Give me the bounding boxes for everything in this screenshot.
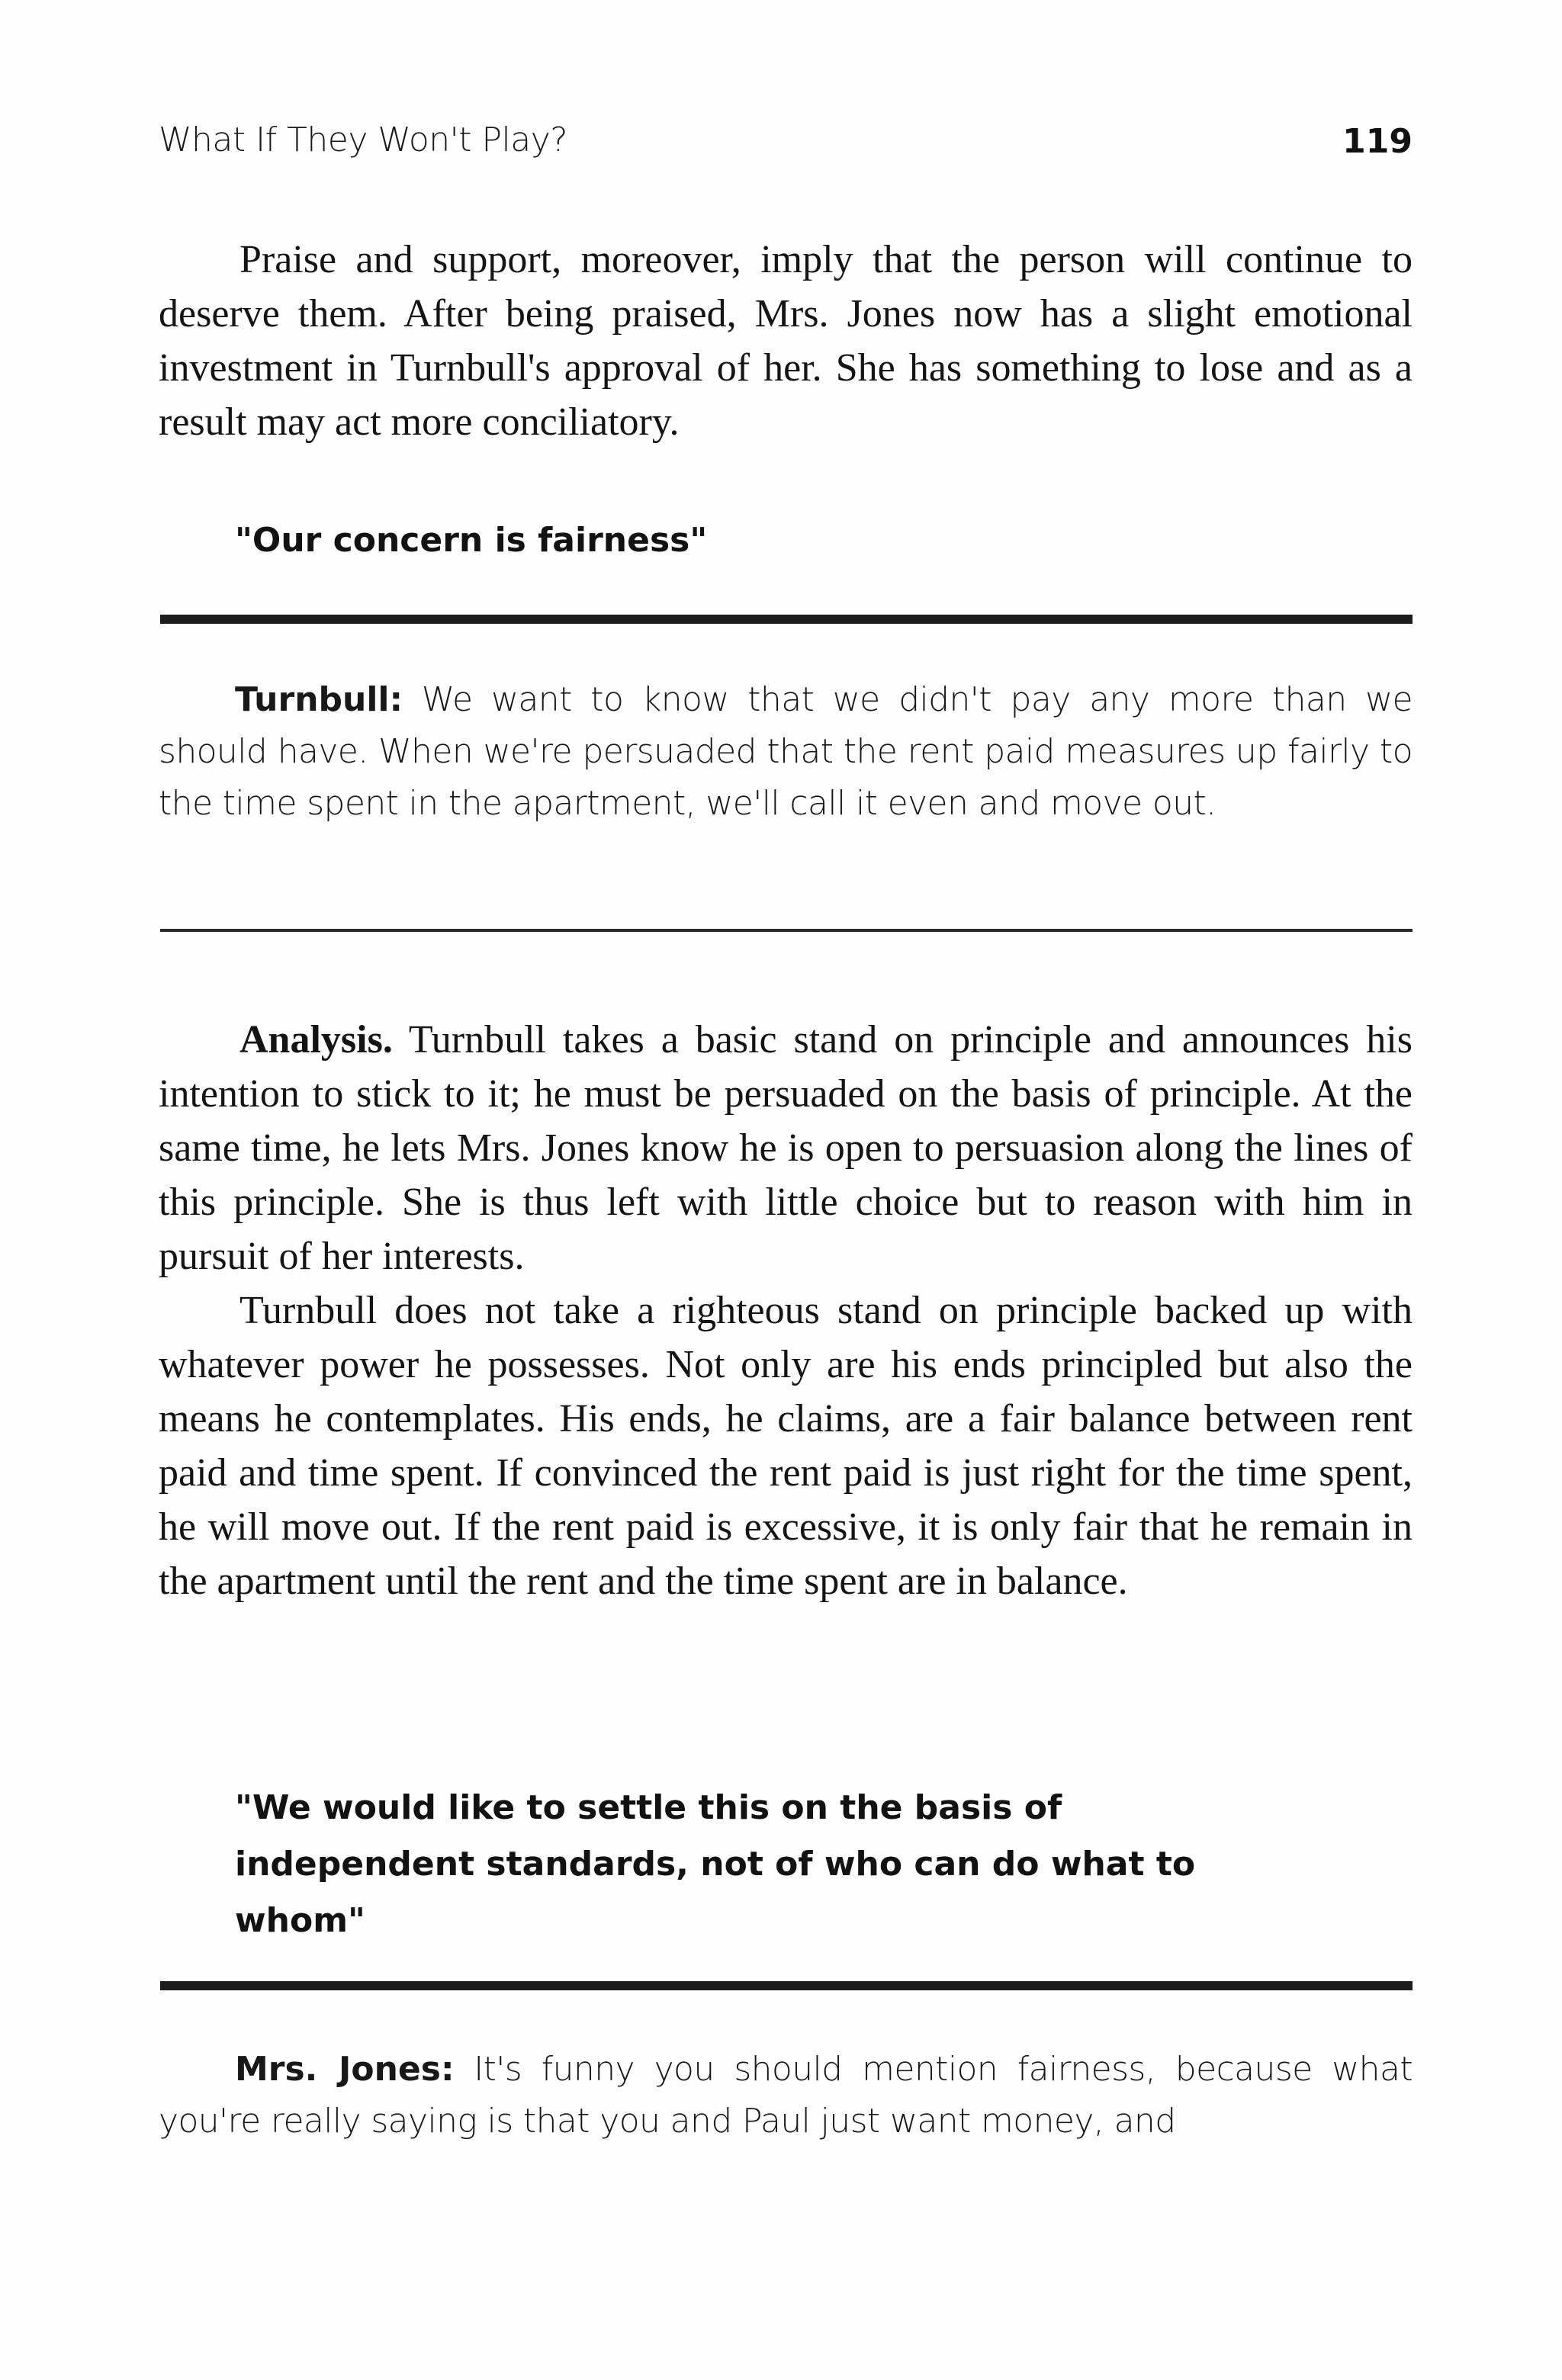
analysis-section bbox=[159, 1013, 1413, 1608]
running-title: What If They Won't Play? bbox=[159, 120, 568, 159]
speech-text: We want to know that we didn't pay any more than we should have. When we're persuaded that the rent paid measures up fairly to the time spent in the apartment, we'll call it even and move out. bbox=[159, 680, 1413, 823]
speech-text: It's funny you should mention fairness, because what you're really saying is that you and Paul just want money, and bbox=[159, 2050, 1413, 2141]
heading-line: "We would like to settle this on the basis of bbox=[235, 1788, 1062, 1827]
analysis-paragraph-1 bbox=[159, 1013, 1413, 1283]
section-heading-fairness: "Our concern is fairness" bbox=[235, 521, 708, 560]
analysis-paragraph-2: Turnbull does not take a righteous stand on principle backed up with whatever power he possesses. Not only are his ends principled but also the means he contemplates. His ends, he claims, are a fair balance between rent paid and time spent. If convinced the rent paid is just right for the time spent, he will move out. If the rent paid is excessive, it is only fair that he remain in the apartment until the rent and the time spent are in balance. bbox=[159, 1289, 1413, 1603]
section-heading-standards bbox=[235, 1780, 1379, 1949]
heading-line: whom" bbox=[235, 1901, 365, 1940]
analysis-label: Analysis. bbox=[239, 1018, 393, 1062]
speaker-name: Mrs. Jones: bbox=[235, 2050, 455, 2089]
page-number: 119 bbox=[1342, 122, 1413, 161]
section-rule-bottom bbox=[160, 929, 1413, 932]
paragraph-text: Praise and support, moreover, imply that the person will continue to deserve them. After being praised, Mrs. Jones now has a slight emotional investment in Turnbull's approval of her. She has something to lose and as a result may act more conciliatory. bbox=[159, 238, 1413, 444]
section-rule-top bbox=[160, 615, 1413, 624]
heading-line: independent standards, not of who can do what to bbox=[235, 1845, 1196, 1884]
analysis-text-1: Turnbull takes a basic stand on principle and announces his intention to stick to it; he must be persuaded on the basis of principle. At the same time, he lets Mrs. Jones know he is open to persuasion along the lines of this principle. She is thus left with little choice but to reason with him in pursuit of her interests. bbox=[159, 1018, 1413, 1278]
opening-paragraph bbox=[159, 233, 1413, 449]
dialogue-mrs-jones bbox=[159, 2044, 1413, 2147]
dialogue-turnbull bbox=[159, 674, 1413, 830]
speaker-name: Turnbull: bbox=[235, 680, 403, 719]
running-header bbox=[159, 120, 1413, 174]
section-rule-top-2 bbox=[160, 1981, 1413, 1990]
